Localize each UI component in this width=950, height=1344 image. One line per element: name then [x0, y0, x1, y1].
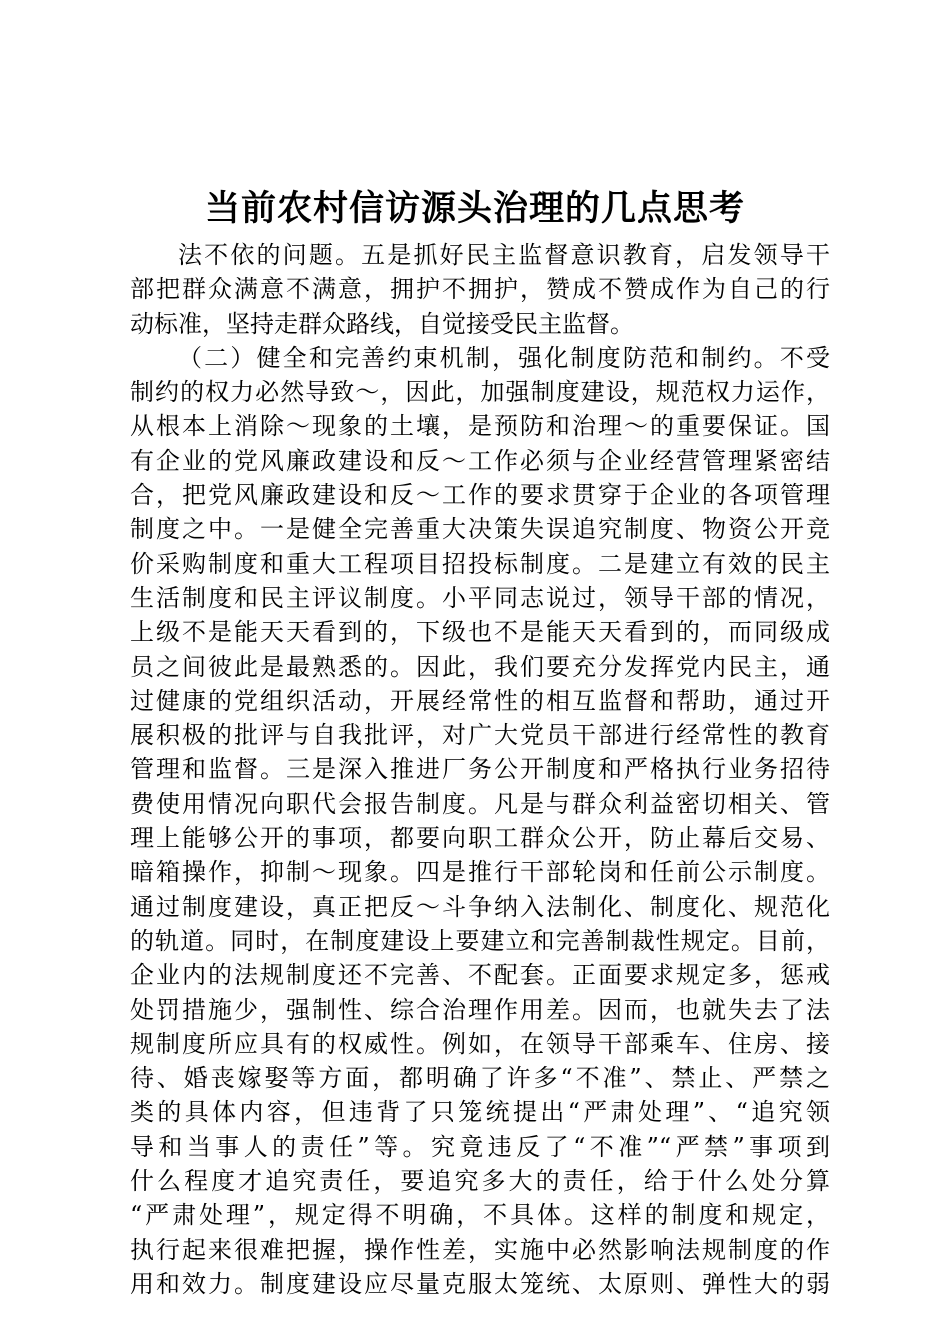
paragraph-line: 待、婚丧嫁娶等方面，都明确了许多“不准”、禁止、严禁之: [130, 1064, 830, 1093]
paragraph-line: 费使用情况向职代会报告制度。凡是与群众利益密切相关、管: [130, 789, 830, 818]
document-title: 当前农村信访源头治理的几点思考: [204, 188, 745, 229]
paragraph-line: 执行起来很难把握，操作性差，实施中必然影响法规制度的作: [130, 1235, 830, 1264]
paragraph-line: 制度之中。一是健全完善重大决策失误追究制度、物资公开竞: [130, 515, 830, 544]
paragraph-line: 规制度所应具有的权威性。例如，在领导干部乘车、住房、接: [130, 1029, 830, 1058]
paragraph-line: 制约的权力必然导致～，因此，加强制度建设，规范权力运作，: [130, 378, 830, 407]
paragraph-line: 什么程度才追究责任，要追究多大的责任，给于什么处分算: [130, 1167, 830, 1196]
paragraph-line: 上级不是能天天看到的，下级也不是能天天看到的，而同级成: [130, 618, 830, 647]
paragraph-line: 企业内的法规制度还不完善、不配套。正面要求规定多，惩戒: [130, 961, 830, 990]
paragraph-line: 员之间彼此是最熟悉的。因此，我们要充分发挥党内民主，通: [130, 652, 830, 681]
paragraph-line: 管理和监督。三是深入推进厂务公开制度和严格执行业务招待: [130, 755, 830, 784]
paragraph-line: 从根本上消除～现象的土壤，是预防和治理～的重要保证。国: [130, 412, 830, 441]
paragraph-line: 部把群众满意不满意，拥护不拥护，赞成不赞成作为自己的行: [130, 275, 830, 304]
paragraph-line: 类的具体内容，但违背了只笼统提出“严肃处理”、“追究领: [130, 1098, 830, 1127]
paragraph-line: （二）健全和完善约束机制，强化制度防范和制约。不受: [178, 343, 830, 372]
paragraph-line: 价采购制度和重大工程项目招投标制度。二是建立有效的民主: [130, 549, 830, 578]
paragraph-line: 处罚措施少，强制性、综合治理作用差。因而，也就失去了法: [130, 995, 830, 1024]
paragraph-line: 生活制度和民主评议制度。小平同志说过，领导干部的情况，: [130, 583, 830, 612]
paragraph-line: 有企业的党风廉政建设和反～工作必须与企业经营管理紧密结: [130, 446, 830, 475]
paragraph-line: 用和效力。制度建设应尽量克服太笼统、太原则、弹性大的弱: [130, 1269, 830, 1298]
paragraph-line: 的轨道。同时，在制度建设上要建立和完善制裁性规定。目前，: [130, 926, 830, 955]
paragraph-line: 通过制度建设，真正把反～斗争纳入法制化、制度化、规范化: [130, 892, 830, 921]
paragraph-line: 暗箱操作，抑制～现象。四是推行干部轮岗和任前公示制度。: [130, 858, 830, 887]
paragraph-line: 导和当事人的责任”等。究竟违反了“不准”“严禁”事项到: [130, 1132, 830, 1161]
paragraph-line: 理上能够公开的事项，都要向职工群众公开，防止幕后交易、: [130, 824, 830, 853]
document-body: [130, 238, 830, 1301]
paragraph-line: “严肃处理”，规定得不明确，不具体。这样的制度和规定，: [130, 1201, 830, 1230]
paragraph-line: 过健康的党组织活动，开展经常性的相互监督和帮助，通过开: [130, 686, 830, 715]
paragraph-line: 动标准，坚持走群众路线，自觉接受民主监督。: [130, 309, 634, 338]
paragraph-line: 合，把党风廉政建设和反～工作的要求贯穿于企业的各项管理: [130, 481, 830, 510]
paragraph-line: 法不依的问题。五是抓好民主监督意识教育，启发领导干: [178, 241, 830, 269]
paragraph-line: 展积极的批评与自我批评，对广大党员干部进行经常性的教育: [130, 721, 830, 750]
